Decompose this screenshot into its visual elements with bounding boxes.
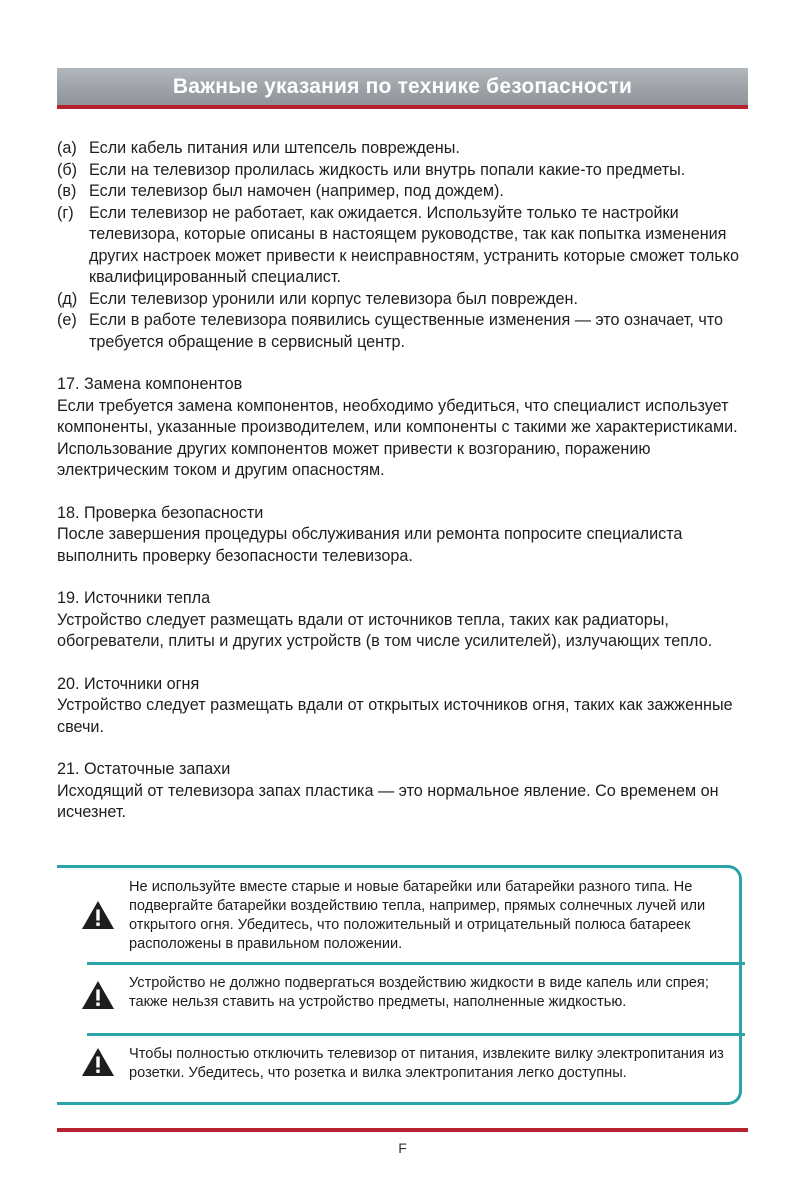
warning-divider: [87, 1033, 745, 1036]
section-heat-sources: [57, 588, 757, 653]
list-marker: (е): [57, 311, 77, 329]
list-text: Если в работе телевизора появились существенные изменения — это означает, что требуется обращение в сервисный центр.: [89, 311, 724, 351]
list-marker: (в): [57, 182, 77, 200]
page-number: F: [398, 1140, 407, 1156]
section-body: Если требуется замена компонентов, необходимо убедиться, что специалист использует компоненты, указанные производителем, или компоненты с такими же характеристиками. Использование других компонентов может привести к возгоранию, поражению электрическим током и другим опасностям.: [57, 396, 738, 479]
section-fire-sources: [57, 674, 757, 739]
list-marker: (д): [57, 289, 78, 308]
section-component-replacement: [57, 374, 757, 482]
warning-text: Устройство не должно подвергаться воздействию жидкости в виде капель или спрея; также нельзя ставить на устройство предметы, наполненные жидкостью.: [129, 975, 709, 1010]
section-residual-odors: [57, 759, 757, 824]
main-content: [57, 138, 757, 824]
page-header: [57, 68, 748, 109]
section-body: Устройство следует размещать вдали от открытых источников огня, таких как зажженные свечи.: [57, 696, 733, 736]
section-safety-check: [57, 503, 757, 568]
list-item: [57, 310, 757, 353]
list-item: [57, 138, 757, 160]
list-item: [57, 289, 757, 311]
list-marker: (а): [57, 139, 77, 157]
list-item: [57, 160, 757, 182]
list-item: [57, 203, 757, 289]
footer-divider: [57, 1128, 748, 1132]
warning-triangle-icon: [81, 1047, 115, 1077]
section-body: После завершения процедуры обслуживания или ремонта попросите специалиста выполнить проверку безопасности телевизора.: [57, 525, 683, 565]
list-marker: (б): [57, 160, 78, 179]
warning-triangle-icon: [81, 900, 115, 930]
warning-text: Не используйте вместе старые и новые батарейки или батарейки разного типа. Не подвергайте батарейки воздействию тепла, например, прямых солнечных лучей или открытого огня. Убедитесь, что положительный и отрицательный полюса батареек расположены в правильном положении.: [129, 879, 706, 952]
section-title: 20. Источники огня: [57, 674, 200, 693]
section-title: 19. Источники тепла: [57, 589, 211, 607]
list-text: Если телевизор не работает, как ожидается. Используйте только те настройки телевизора, которые описаны в настоящем руководстве, так как попытка изменения других настроек может привести к неисправностям, устранить которые сможет только квалифицированный специалист.: [89, 203, 740, 286]
section-title: 17. Замена компонентов: [57, 375, 243, 393]
list-text: Если на телевизор пролилась жидкость или внутрь попали какие-то предметы.: [89, 160, 686, 179]
condition-list: [57, 138, 757, 353]
section-body: Исходящий от телевизора запах пластика — это нормальное явление. Со временем он исчезнет.: [57, 781, 719, 821]
warning-triangle-icon: [81, 980, 115, 1010]
section-title: 21. Остаточные запахи: [57, 760, 231, 778]
list-text: Если телевизор уронили или корпус телевизора был поврежден.: [89, 289, 578, 308]
list-item: [57, 181, 757, 203]
list-text: Если кабель питания или штепсель повреждены.: [89, 139, 460, 157]
page-title: Важные указания по технике безопасности: [172, 74, 633, 98]
list-text: Если телевизор был намочен (например, под дождем).: [89, 182, 504, 200]
list-marker: (г): [57, 203, 74, 222]
warning-text: Чтобы полностью отключить телевизор от питания, извлеките вилку электропитания из розетки. Убедитесь, что розетка и вилка электропитания легко доступны.: [129, 1046, 724, 1081]
section-body: Устройство следует размещать вдали от источников тепла, таких как радиаторы, обогреватели, плиты и других устройств (в том числе усилителей), излучающих тепло.: [57, 610, 713, 650]
warning-box: [57, 865, 742, 1105]
section-title: 18. Проверка безопасности: [57, 503, 264, 522]
warning-divider: [87, 962, 745, 965]
